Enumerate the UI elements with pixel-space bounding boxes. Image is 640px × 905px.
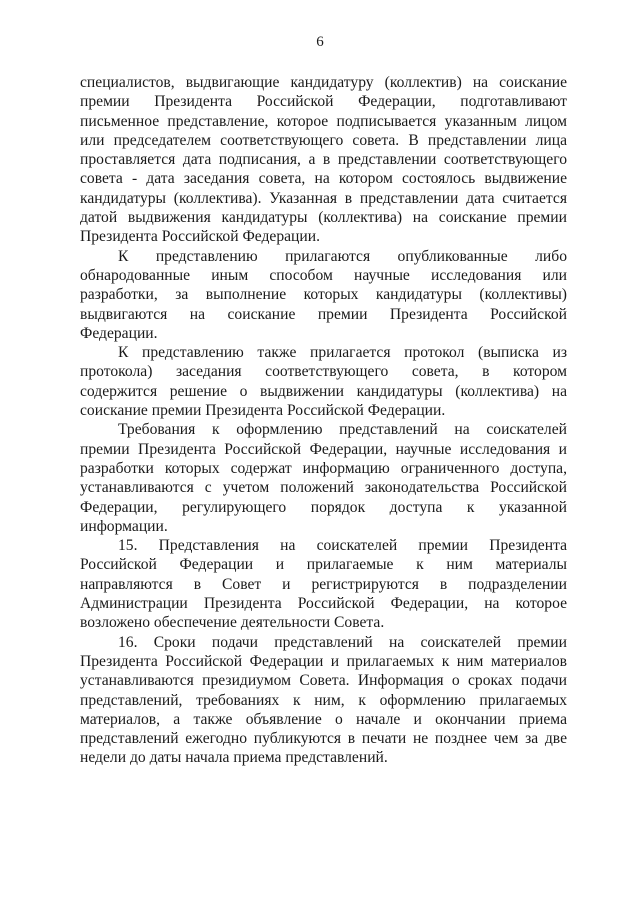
text-line: направляются в Совет и регистрируются в подразделении: [80, 575, 567, 593]
text-line: разработки которых содержат информацию ограниченного доступа,: [80, 459, 567, 477]
text-line: совета - дата заседания совета, на котором состоялось выдвижение: [80, 170, 567, 188]
text-line: разработки, за выполнение которых кандидатуры (коллективы): [80, 286, 567, 304]
text-line: соискание премии Президента Российской Федерации.: [80, 402, 446, 420]
text-line: устанавливаются с учетом положений законодательства Российской: [80, 479, 567, 497]
text-line: К представлению также прилагается протокол (выписка из: [118, 344, 567, 362]
text-line: 15. Представления на соискателей премии Президента: [118, 537, 567, 555]
text-line: протокола) заседания соответствующего совета, в котором: [80, 363, 567, 381]
text-line: Федерации.: [80, 324, 158, 342]
text-line: выдвигаются на соискание премии Президента Российской: [80, 305, 567, 323]
text-line: недели до даты начала приема представлений.: [80, 749, 388, 767]
text-line: Президента Российской Федерации и прилагаемых к ним материалов: [80, 652, 567, 670]
text-line: представлений ежегодно публикуются в печати не позднее чем за две: [80, 730, 567, 748]
text-line: представлений, требованиях к ним, к оформлению прилагаемых: [80, 691, 567, 709]
text-line: Федерации, регулирующего порядок доступа к указанной: [80, 498, 567, 516]
text-line: 16. Сроки подачи представлений на соискателей премии: [118, 633, 567, 651]
text-line: Российской Федерации и прилагаемые к ним материалы: [80, 556, 567, 574]
text-line: датой выдвижения кандидатуры (коллектива) на соискание премии: [80, 209, 567, 227]
text-line: обнародованные иным способом научные исследования или: [80, 266, 567, 284]
text-line: информации.: [80, 517, 168, 535]
text-line: возложено обеспечение деятельности Совета.: [80, 614, 385, 632]
text-line: кандидатуры (коллектива). Указанная в представлении дата считается: [80, 189, 567, 207]
text-line: премии Президента Российской Федерации, подготавливают: [80, 93, 567, 111]
text-line: К представлению прилагаются опубликованные либо: [118, 247, 567, 265]
paragraph-continuation: [80, 73, 567, 247]
document-body: [80, 73, 567, 768]
page-number: 6: [316, 34, 324, 50]
text-line: содержится решение о выдвижении кандидатуры (коллектива) на: [80, 382, 567, 400]
paragraph-item-16: [80, 633, 567, 768]
text-line: премии Президента Российской Федерации, научные исследования и: [80, 440, 567, 458]
text-line: проставляется дата подписания, а в представлении соответствующего: [80, 151, 567, 169]
paragraph-attachments: [80, 247, 567, 343]
text-line: устанавливаются президиумом Совета. Информация о сроках подачи: [80, 672, 567, 690]
text-line: или председателем соответствующего совета. В представлении лица: [80, 131, 567, 149]
text-line: Требования к оформлению представлений на соискателей: [118, 421, 567, 439]
text-line: письменное представление, которое подписывается указанным лицом: [80, 112, 567, 130]
text-line: специалистов, выдвигающие кандидатуру (коллектив) на соискание: [80, 74, 567, 91]
text-line: Президента Российской Федерации.: [80, 228, 320, 246]
paragraph-requirements: [80, 420, 567, 536]
text-line: Администрации Президента Российской Федерации, на которое: [80, 595, 567, 613]
paragraph-item-15: [80, 536, 567, 632]
paragraph-protocol: [80, 343, 567, 420]
text-line: материалов, а также объявление о начале и окончании приема: [80, 710, 567, 728]
